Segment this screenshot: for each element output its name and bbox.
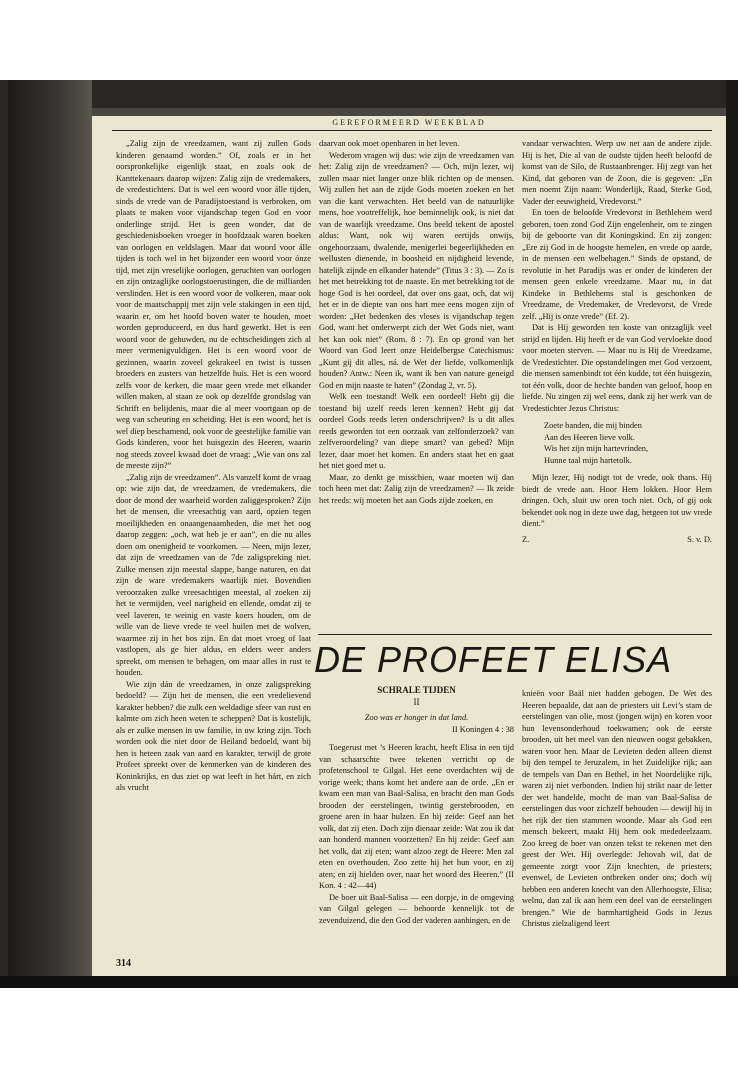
column-middle [319,138,514,624]
column-right [522,138,712,624]
motto-reference: II Koningen 4 : 38 [452,724,514,734]
paragraph: Mijn lezer, Hij nodigt tot de vrede, ook thans. Hij biedt de vrede aan. Hoor Hem lokken. Hoor Hem dringen. Och, sluit uw oren toch niet. Och, of gij ook bekendet ook nog in deze uwe dag, hetgeen tot uw vrede dient.” [522,473,712,528]
page-number: 314 [116,958,131,969]
header-rule [112,130,712,131]
article-column-middle [319,742,514,962]
poem [544,420,712,466]
poem-line: Hunne taal mijn hartetolk. [544,455,632,465]
paragraph: knieën voor Baäl niet hadden gebogen. De Wet des Heeren bepaalde, dat aan de priesters uit Levi’s stam de eerstelingen van olie, most (jongen wijn) en koren voor hun levensonderhoud toekwamen; ook de eerste brooden, uit het meel van den nieuwen oogst gebakken, waren voor hen. Maar de Levieten deden alleen dienst bij den tempel te Jeruzalem, in het Zuidelijke rijk; aan de tempels van Dan en Bethel, in het Noordelijke rijk, waren zij niet verbonden. Indien hij strikt naar de letter der wet handelde, mocht de man van Baal-Salisa de eerstelingen dus voor zichzelf behouden — dewijl hij in het rijk der tien stammen woonde. Maar als God een mensch bekeert, maakt Hij hem ook mededeelzaam. Zoo kreeg de boer van onzen tekst te rekenen met den geest der Wet. Hij overlegde: Jehovah wil, dat de gemeente zorgt voor Zijn knechten, de priesters; evenwel, de Levieten ontbreken onder ons; doch wij hebben een anderen knecht van den Allerhoogste, Elisa; welnu, dan zal ik aan hem een deel van de eerstelingen brengen.” Wie de barmhartigheid Gods in Jezus Christus zielzaligend leert [522,689,712,928]
poem-line: Aan des Heeren lieve volk. [544,432,635,442]
bottom-shadow [0,976,738,988]
signature-right: S. v. D. [687,534,712,544]
newspaper-page [92,108,726,976]
signature-row [522,534,712,546]
motto [319,712,514,735]
article-title: DE PROFEET ELISA [314,639,673,680]
paragraph: vandaar verwachten. Werp uw net aan de andere zijde. Hij is het, Die al van de oudste tijden heeft beloofd de komst van de Silo, de Rustaanbrenger. Hij zegt van het Kind, dat geboren van de Zoon, die is gegeven: „En men noemt Zijn naam: Wonderlijk, Raad, Sterke God, Vader der eeuwigheid, Vredevorst.” [522,139,712,206]
paragraph: „Zalig zijn de vreedzamen”. Als vanzelf komt de vraag op: wie zijn dat, de vreedzamen, de vredemakers, die door de mond der waarheid worden zaliggesproken? Zijn het de mensen, die vreesachtig van aard, opzien tegen moeilijkheden en onaangenaamheden, die met het oog daarop zeggen: „och, wat heb je er aan”, en die nu alles doen om onenigheid te voorkomen. — Neen, mijn lezer, dat zijn de vreedzamen van de 7de zaligspreking niet. Zulke mensen zijn meestal slappe, bange naturen, en dat zijn de ware vredemakers waarlijk niet. Bovendien veroorzaken zulke vreesachtigen meestal, al zoeken zij het te vermijden, veel narigheid en ellende, omdat zij te veel laveren, te weinig en vaste koers houden, om de wille van de lieve vrede te veel huilen met de wolven, waarmee zij in het bos zijn. En dat moet vroeg of laat vastlopen, als ge hier aldus, en elders weer anders spreekt, om mensen te behagen, om maar alles in rust te houden. [116,472,311,677]
poem-line: Zoete banden, die mij binden [544,421,642,430]
running-head: GEREFORMEERD WEEKBLAD [332,118,486,127]
paragraph: Dat is Hij geworden ten koste van ontzaglijk veel strijd en lijden. Hij heeft er de van God vervloekte dood voor moeten sterven. — Maar nu is Hij de Vreedzame, de Vredestichter. Die opstandelingen met God verzoent, die mensen samenbindt tot één kudde, tot één huisgezin, tot één volk, door de hechte banden van geloof, hoop en liefde. Nu zingen zij wel eens, dank zij het werk van de Vredestichter Jezus Christus: [522,323,712,413]
column-left [116,138,311,954]
paragraph: Wederom vragen wij dus: wie zijn de vreedzamen van het: Zalig zijn de vreedzamen? — Och, mijn lezer, wij zullen maar niet langer onze blik richten op de mensen. Wij zullen het aan de zijde Gods moeten zoeken en het van die kant verwachten. Het beeld van de natuurlijke mens, hoe vootreffelijk, hoe beminnelijk ook, is niet dat van de waarlijk vreedzame. Ons beeld tekent de apostel aldus: Want, ook wij waren eertijds onwijs, ongehoorzaam, dwalende, menigerlei begeerlijkheden en wellusten dienende, in boosheid en nijdigheid levende, hatelijk zijnde en elkander hatende” (Titus 3 : 3). — Zo is het met betrekking tot de naaste. En met betrekking tot de hoge God is het oordeel, dat over ons gaat, och, dat wij het er in de diepte van ons hart mee eens mogen zijn of worden: „Het bedenken des vleses is vijandschap tegen God, want het onderwerpt zich der Wet Gods niet, want het kan ook niet” (Rom. 8 : 7). En op grond van het Woord van God leert onze Heidelbergse Catechismus: „Kunt gij dit alles, ná. de Wet der liefde, volkomenlijk houden? Antw.: Neen ik, want ik ben van nature geneigd God en mijn naaste te haten” (Zondag 2, vr. 5). [319,150,514,390]
article-subhead [319,684,514,708]
paragraph: De boer uit Baal-Salisa — een dorpje, in de omgeving van Gilgal gelegen — behoorde kennelijk tot de zevenduizend, die den God der vaderen aanhingen, en de [319,892,514,925]
article-column-right [522,688,712,964]
paragraph: En toen de beloofde Vredevorst in Bethlehem werd geboren, toen zond God Zijn engelenheir, om te zingen bij de geboorte van dit Koningskind. En zij zongen: „Ere zij God in de hoogste hemelen, en vrede op aarde, in de mensen een welbehagen.” Sinds de opstand, de revolutie in het Paradijs was er onder de kinderen der mensen geen enkele vreedzame. Maar nu, in dat Kindeke in Bethlehems stal is geschonken de Vreedzame, de Vredemaker, de Vredevorst, de Vrede zelf. „Hij is onze vrede” (Ef. 2). [522,208,712,321]
article-part: II [413,697,420,707]
page-edge [726,80,738,988]
paragraph: „Zalig zijn de vreedzamen, want zij zullen Gods kinderen genaamd worden.” Of, zoals er in het oorspronkelijke eigenlijk staat, en zoals ook de Kanttekenaars daarop wijzen: Zalig zijn de vredemakers, de vredestichters. Dat is wel een woord voor álle tijden, sinds de vrede van de Paradijstoestand is verbroken, om plaats te maken voor vijandschap tegen God en voor onderlinge strijd. Het is geen wonder, dat de geschiedenisboeken vroeger in hoofdzaak waren boeken van oorlogen en veldslagen. Maar dat woord voor álle tijden is toch wel in het bijzonder een woord voor ónze tijd, met zijn vreselijke oorlogen, geruchten van oorlogen en zijn ontzaglijke oorlogstoerustingen, die de milliarden verslinden. Het is een woord voor de volkeren, maar ook voor de maatschappij met zijn vele stakingen in een tijd, waarin er, om het hoofd boven water te houden, moet worden geproduceerd, en dus hard gewerkt. Het is een woord voor de gehuwden, nu de echtscheidingen zich al meer vermenigvuldigen. Het is een woord voor de gezinnen, waarin zoveel gekrakeel en twist is tussen broeders en zusters van hetzelfde huis. Het is een woord zelfs voor de kerken, die maar geen vrede met elkander willen maken, al staan ze ook op dezelfde grondslag van Schrift en belijdenis, maar die al meer voortgaan op de weg van scheuring en scheiding. Het is een woord, het is wel diep beschamend, ook voor de geestelijke familie van Gods kinderen, voor het huisgezin des Heeren, waarin nog steeds zoveel kwaad doet de vraag: „Wie van ons zal de meeste zijn?” [116,139,311,470]
paragraph: daarvan ook moet openbaren in het leven. [319,139,460,148]
motto-text: Zoo was er honger in dat land. [364,713,469,722]
signature-left: Z. [522,534,530,544]
article-subtitle: SCHRALE TIJDEN [377,685,456,695]
book-spine [8,80,92,988]
top-strip [92,108,726,116]
paragraph: Welk een toestand! Welk een oordeel! Hebt gij die toestand bij uzelf reeds leren kennen? Hebt gij dat oordeel Gods reeds leren onderschrijven? Is u dit alles reeds geworden tot een oorzaak van zelfonderzoek? van zelfveroordeling? van diepe smart? van gebed? Mijn lezer, daar moet het komen. En anders staat het en gaat het niet goed met u. [319,392,514,470]
paragraph: Maar, zo denkt ge misschien, waar moeten wij dan toch heen met dat: Zalig zijn de vreedzamen? — Ik zeide het reeds: wij moeten het aan Gods zijde zoeken, en [319,472,514,505]
scan-background [0,80,738,988]
poem-line: Wis het zijn mijn hartevrinden, [544,444,649,453]
article-divider [318,634,712,635]
paragraph: Wie zijn dán de vreedzamen, in onze zaligspreking bedoeld? — Zijn het de mensen, die een vredelievend karakter hebben? die zulk een weldadige sfeer van rust en kalmte om zich heen weten te scheppen? Dat is kostelijk, als er zulke mensen in uw familie, in uw kring zijn. Toch worden ook die niet door de Heiland bedoeld, want bij hen is heteen zaak van aard en karakter, terwijl de grote Profeet spreekt over de kenmerken van de kinderen des Koninkrijks, en dus ziet op wat leeft in het hárt, en zich als vrucht [116,679,311,792]
paragraph: Toegerust met ’s Heeren kracht, heeft Elisa in een tijd van schaarschte twee tekenen verricht op de profetenschool te Gilgal. Het eene overdachten wij de vorige week; thans komt het andere aan de orde. „En er kwam een man van Baal-Salisa, en bracht den man Gods brooden der eerstelingen, twintig gerstebrooden, en groene aren in haar hulzen. En hij zeide: Geef aan het volk, dat zij eten. Doch zijn dienaar zeide: Wat zou ik dat aan honderd mannen voorzetten? En hij zeide: Geef aan het volk, dat zij eten; want alzoo zegt de Heere: Men zal eten en overhouden. Zoo zette hij het hun voor, en zij aten; en zij hielden over, naar het woord des Heeren.” (II Kon. 4 : 42—44) [319,743,514,890]
